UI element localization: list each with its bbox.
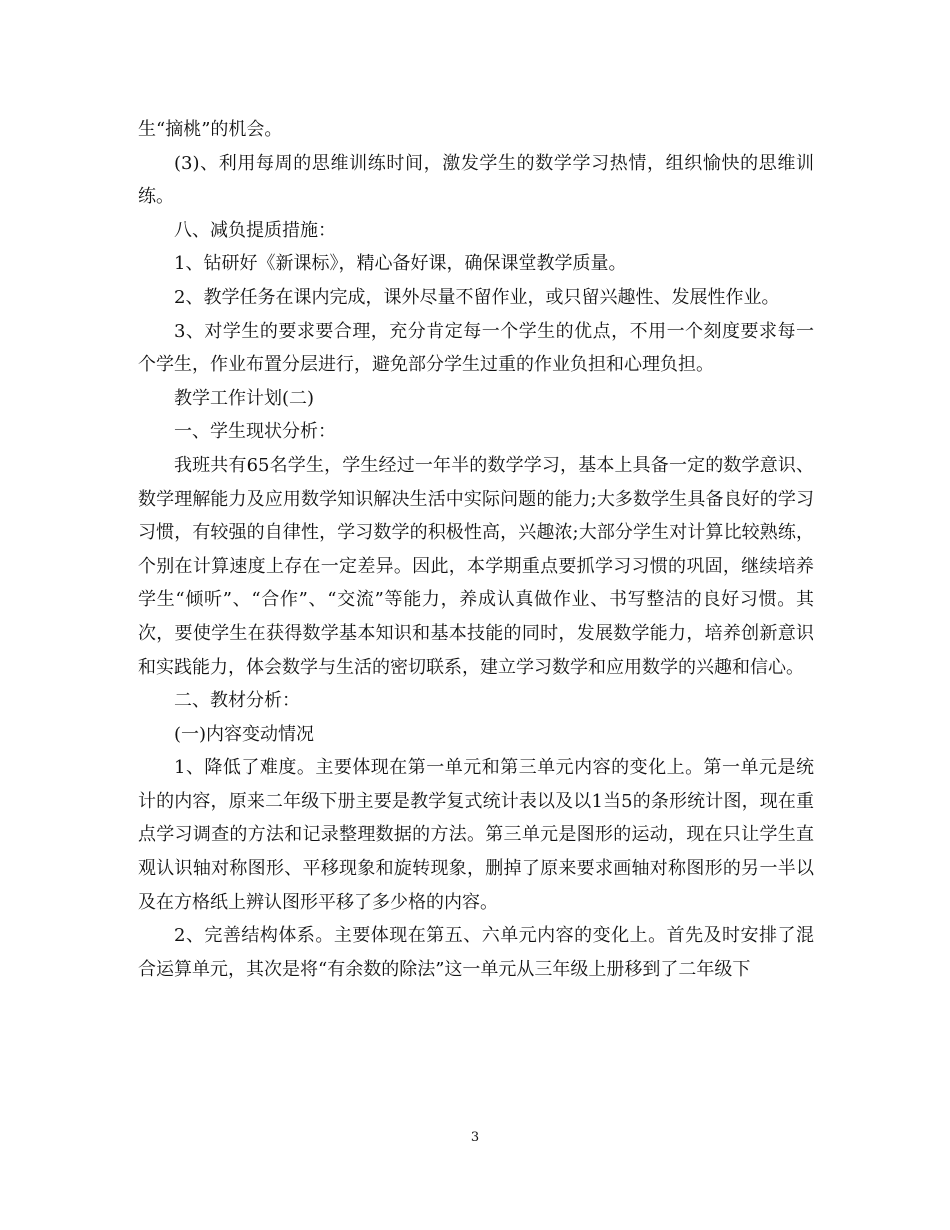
paragraph-12: 1、降低了难度。主要体现在第一单元和第三单元内容的变化上。第一单元是统计的内容，原来二年级下册主要是教学复式统计表以及以1当5的条形统计图，现在重点学习调查的方法和记录整理数据的方法。第三单元是图形的运动，现在只让学生直观认识轴对称图形、平移现象和旋转现象，删掉了原来要求画轴对称图形的另一半以及在方格纸上辨认图形平移了多少格的内容。: [138, 757, 814, 913]
section-heading-2: 二、教材分析：: [174, 690, 300, 712]
paragraph-1: 生“摘桃”的机会。: [138, 119, 283, 140]
paragraph-13: 2、完善结构体系。主要体现在第五、六单元内容的变化上。首先及时安排了混合运算单元，其次是将“有余数的除法”这一单元从三年级上册移到了二年级下: [138, 925, 814, 980]
document-body: [138, 113, 814, 986]
paragraph-9: 我班共有65名学生，学生经过一年半的数学学习，基本上具备一定的数学意识、数学理解能力及应用数学知识解决生活中实际问题的能力;大多数学生具备良好的学习习惯，有较强的自律性，学习数学的积极性高，兴趣浓;大部分学生对计算比较熟练，个别在计算速度上存在一定差异。因此，本学期重点要抓学习习惯的巩固，继续培养学生“倾听”、“合作”、“交流”等能力，养成认真做作业、书写整洁的良好习惯。其次，要使学生在获得数学基本知识和基本技能的同时，发展数学能力，培养创新意识和实践能力，体会数学与生活的密切联系，建立学习数学和应用数学的兴趣和信心。: [138, 454, 814, 678]
paragraph-4: 1、钻研好《新课标》，精心备好课，确保课堂教学质量。: [174, 253, 627, 275]
subsection-heading-1: (一)内容变动情况: [174, 723, 315, 745]
paragraph-2: (3)、利用每周的思维训练时间，激发学生的数学学习热情，组织愉快的思维训练。: [138, 152, 814, 208]
section-heading-1: 一、学生现状分析：: [174, 421, 336, 443]
plan-title-2: 教学工作计划(二): [174, 387, 315, 409]
section-heading-8: 八、减负提质措施：: [174, 219, 336, 241]
paragraph-5: 2、教学任务在课内完成，课外尽量不留作业，或只留兴趣性、发展性作业。: [174, 286, 780, 308]
page-number: 3: [470, 1130, 480, 1145]
paragraph-6: 3、对学生的要求要合理，充分肯定每一个学生的优点，不用一个刻度要求每一个学生，作业布置分层进行，避免部分学生过重的作业负担和心理负担。: [138, 320, 814, 376]
